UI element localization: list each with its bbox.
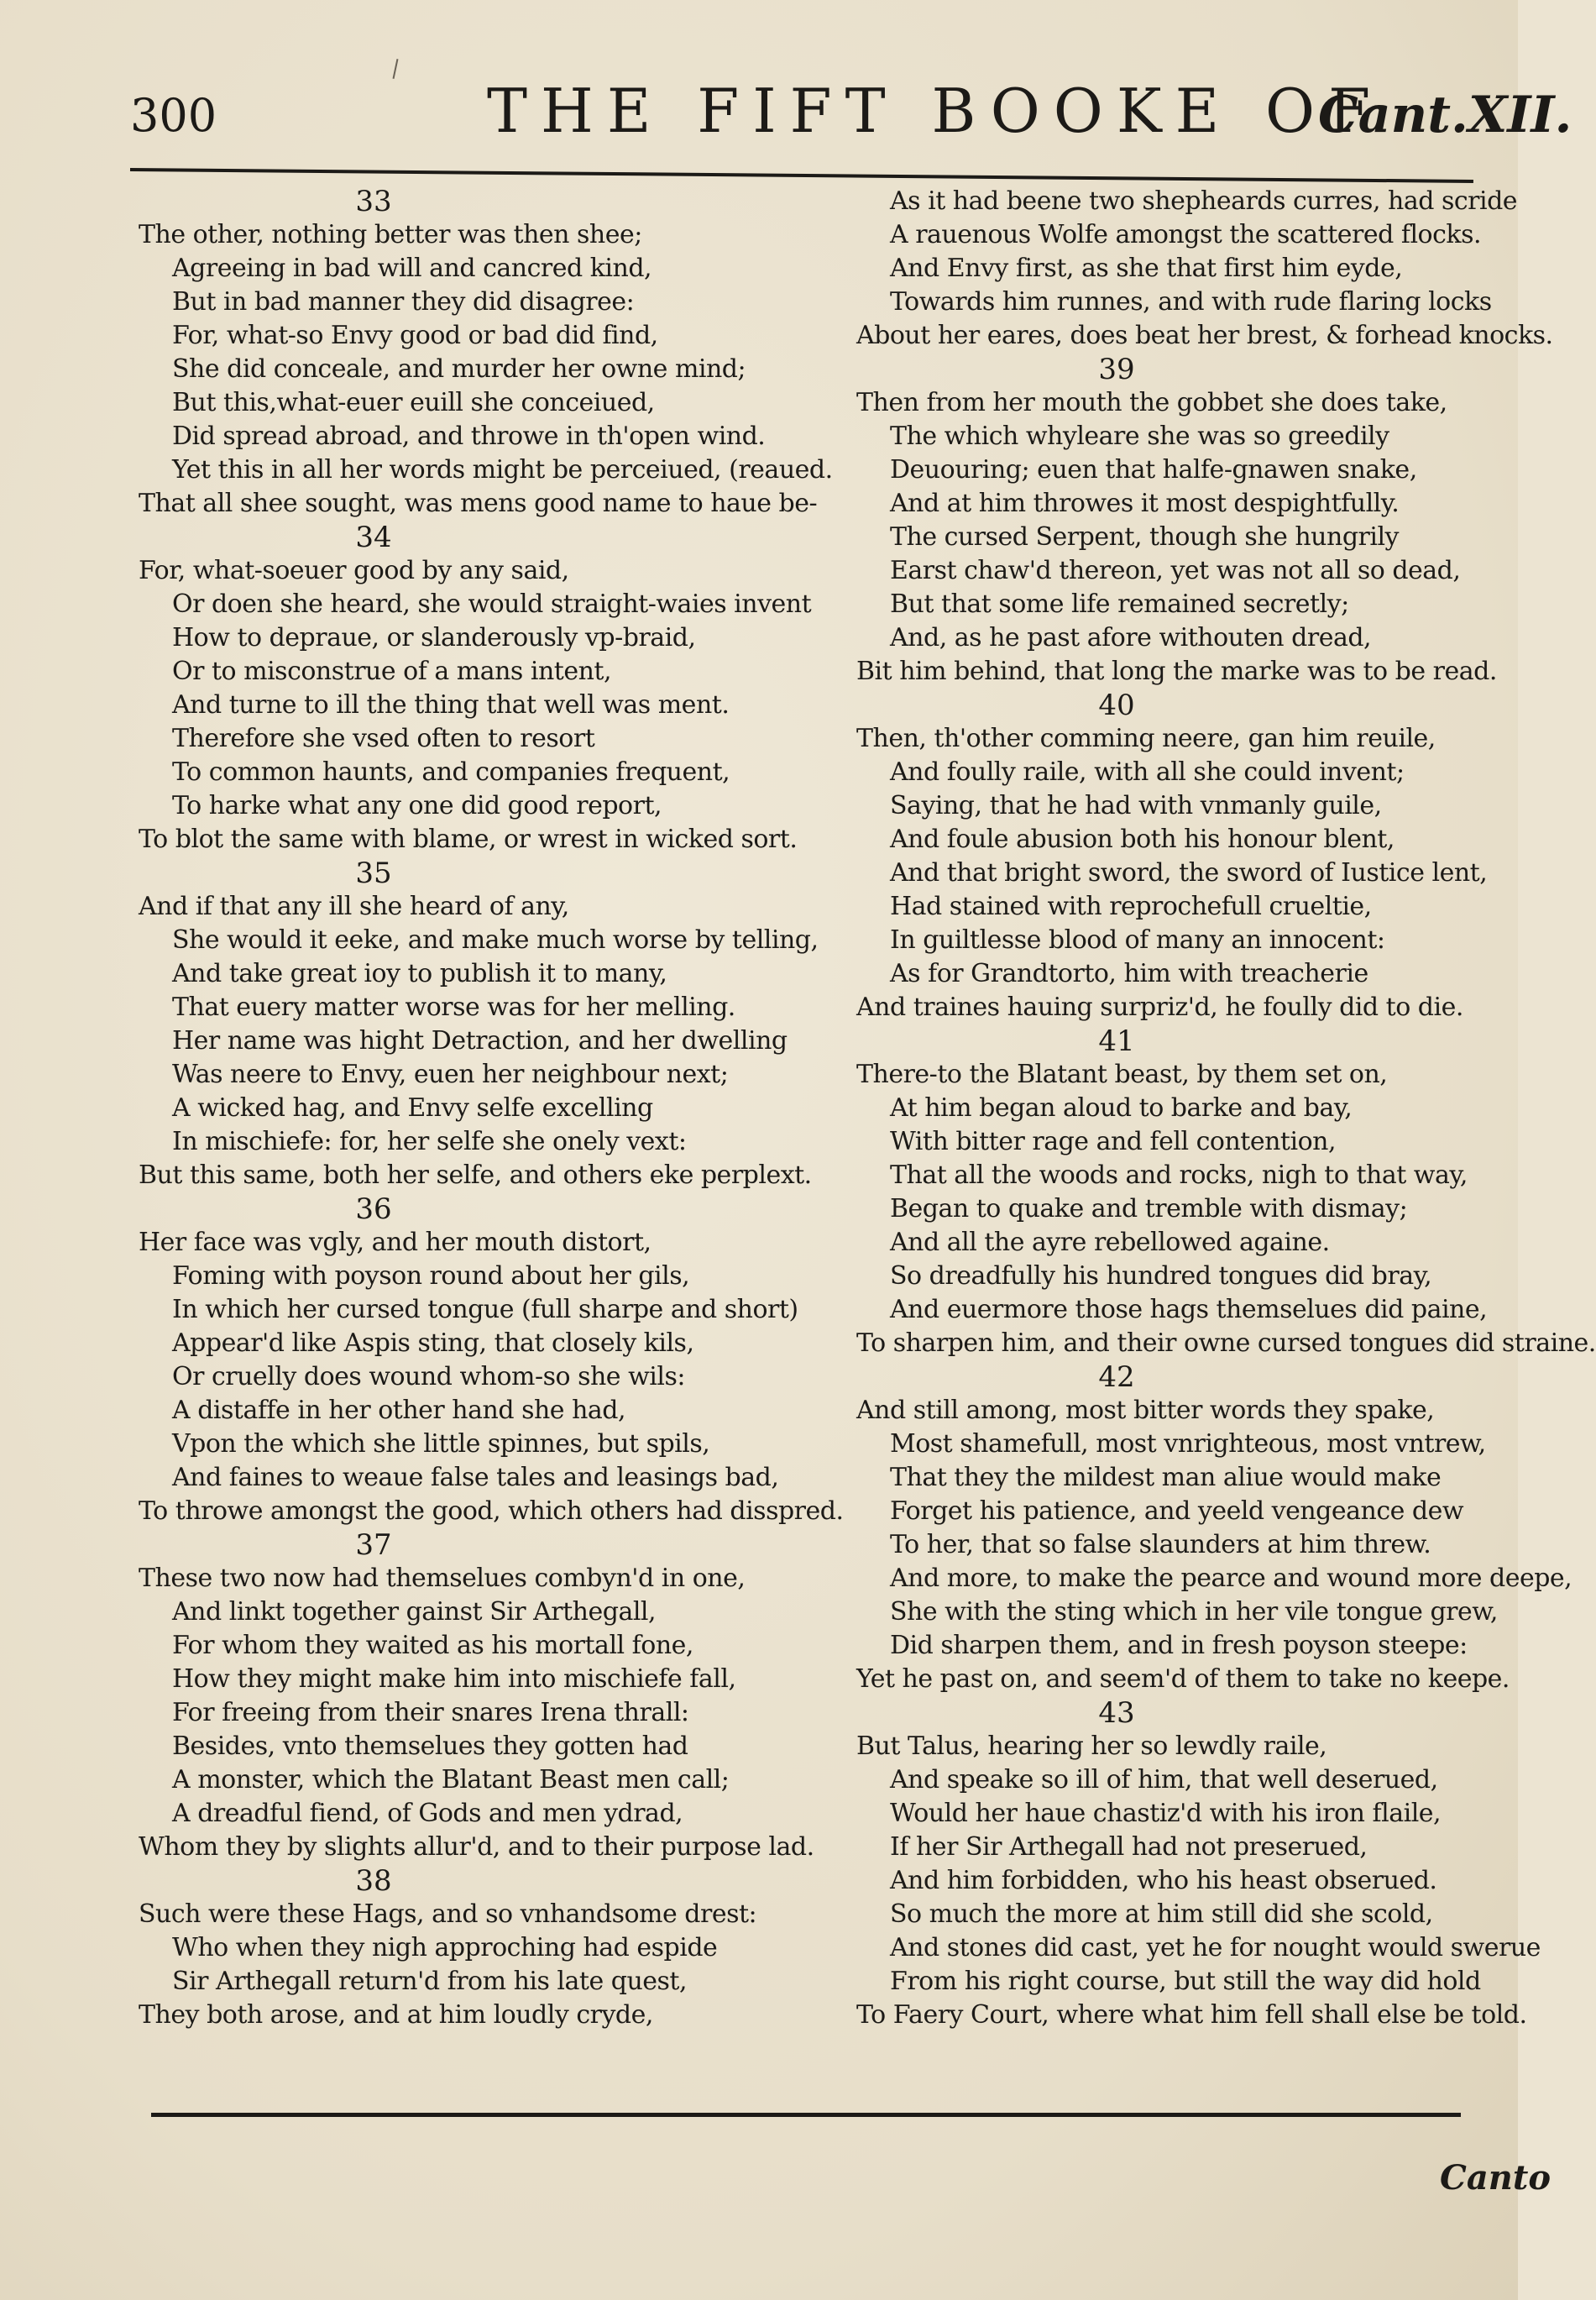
- stanza-number: 38: [355, 1864, 392, 1898]
- verse-line: As it had beene two shepheards curres, had scride: [890, 186, 1518, 216]
- verse-line: To sharpen him, and their owne cursed tongues did straine.: [856, 1328, 1596, 1358]
- verse-line: Then, th'other comming neere, gan him reuile,: [856, 724, 1436, 753]
- verse-line: And at him throwes it most despightfully.: [890, 489, 1400, 518]
- verse-line: So much the more at him still did she scold,: [890, 1899, 1433, 1929]
- verse-line: Therefore she vsed often to resort: [172, 724, 595, 753]
- verse-line: In which her cursed tongue (full sharpe and short): [172, 1295, 798, 1324]
- verse-line: As for Grandtorto, him with treacherie: [890, 959, 1368, 988]
- verse-line: They both arose, and at him loudly cryde,: [139, 2000, 653, 2030]
- verse-line: But in bad manner they did disagree:: [172, 287, 635, 317]
- stanza: [139, 1192, 844, 1528]
- left-column: [139, 185, 844, 2032]
- stanza: [139, 521, 835, 857]
- verse-line: And him forbidden, who his heast obserued.: [890, 1866, 1437, 1895]
- verse-line: Vpon the which she little spinnes, but spils,: [172, 1429, 710, 1459]
- verse-line: And that bright sword, the sword of Iustice lent,: [890, 858, 1488, 888]
- verse-line: Or doen she heard, she would straight-waies invent: [172, 589, 812, 619]
- verse-line: Who when they nigh approching had espide: [172, 1933, 718, 1962]
- verse-line: To Faery Court, where what him fell shall else be told.: [856, 2000, 1527, 2030]
- page-number: 300: [130, 89, 217, 142]
- verse-line: Foming with poyson round about her gils,: [172, 1261, 690, 1291]
- verse-line: Towards him runnes, and with rude flaring locks: [890, 287, 1492, 317]
- stanza: [139, 1528, 835, 1864]
- verse-line: That euery matter worse was for her melling.: [172, 993, 735, 1022]
- verse-line: And foully raile, with all she could invent;: [890, 757, 1405, 787]
- stanza-number: 43: [1098, 1696, 1135, 1730]
- verse-line: But this same, both her selfe, and others eke perplext.: [139, 1160, 812, 1190]
- verse-line: And speake so ill of him, that well deserued,: [890, 1765, 1438, 1794]
- verse-line: And traines hauing surpriz'd, he foully did to die.: [856, 993, 1463, 1022]
- verse-line: For, what-so Envy good or bad did find,: [172, 321, 658, 350]
- verse-line: That all shee sought, was mens good name to haue be-: [139, 489, 818, 518]
- verse-line: Would her haue chastiz'd with his iron flaile,: [890, 1799, 1442, 1828]
- verse-line: Yet he past on, and seem'd of them to take no keepe.: [856, 1664, 1510, 1694]
- verse-line: These two now had themselues combyn'd in one,: [139, 1564, 746, 1593]
- verse-line: Deuouring; euen that halfe-gnawen snake,: [890, 455, 1417, 485]
- page-header: [126, 74, 1572, 166]
- verse-line: She would it eeke, and make much worse by telling,: [172, 925, 819, 955]
- verse-line: To throwe amongst the good, which others had disspred.: [139, 1496, 844, 1526]
- stanza: [856, 1024, 1596, 1360]
- stanza-number: 35: [355, 857, 392, 890]
- verse-line: A distaffe in her other hand she had,: [172, 1396, 626, 1425]
- verse-line: Yet this in all her words might be perceiued, (reaued.: [172, 455, 833, 485]
- verse-line: A rauenous Wolfe amongst the scattered flocks.: [890, 220, 1482, 249]
- verse-line: How to depraue, or slanderously vp-braid,: [172, 623, 696, 652]
- verse-line: The other, nothing better was then shee;: [139, 220, 642, 249]
- verse-line: She with the sting which in her vile tongue grew,: [890, 1597, 1498, 1627]
- verse-line: A wicked hag, and Envy selfe excelling: [172, 1093, 653, 1123]
- verse-line: And take great ioy to publish it to many,: [172, 959, 667, 988]
- canto-label: Cant.XII.: [1318, 86, 1572, 144]
- verse-line: With bitter rage and fell contention,: [890, 1127, 1336, 1156]
- stanza-number: 40: [1098, 689, 1135, 722]
- verse-line: And all the ayre rebellowed againe.: [890, 1228, 1330, 1257]
- verse-line: Began to quake and tremble with dismay;: [890, 1194, 1408, 1223]
- stanza: [856, 689, 1488, 1024]
- verse-line: For freeing from their snares Irena thrall:: [172, 1698, 689, 1727]
- header-rule: [130, 168, 1473, 183]
- verse-line: At him began aloud to barke and bay,: [890, 1093, 1353, 1123]
- stanza-number: 41: [1098, 1024, 1135, 1058]
- verse-line: In mischiefe: for, her selfe she onely vext:: [172, 1127, 687, 1156]
- verse-line: Earst chaw'd thereon, yet was not all so dead,: [890, 556, 1461, 585]
- verse-line: Most shamefull, most vnrighteous, most vntrew,: [890, 1429, 1486, 1459]
- verse-line: And linkt together gainst Sir Arthegall,: [172, 1597, 657, 1627]
- verse-line: Did spread abroad, and throwe in th'open wind.: [172, 422, 766, 451]
- verse-line: Had stained with reprochefull crueltie,: [890, 892, 1372, 921]
- verse-line: And euermore those hags themselues did paine,: [890, 1295, 1488, 1324]
- catchword: Canto: [1440, 2158, 1551, 2198]
- running-title: THE FIFT BOOKE OF: [487, 76, 1384, 146]
- verse-line: But Talus, hearing her so lewdly raile,: [856, 1732, 1327, 1761]
- verse-line: So dreadfully his hundred tongues did bray,: [890, 1261, 1432, 1291]
- stanza: [856, 353, 1497, 689]
- verse-line: For, what-soeuer good by any said,: [139, 556, 569, 585]
- verse-line: Did sharpen them, and in fresh poyson steepe:: [890, 1631, 1468, 1660]
- stanza: [139, 857, 835, 1192]
- stanza-number: 36: [355, 1192, 392, 1226]
- verse-line: Bit him behind, that long the marke was to be read.: [856, 657, 1497, 686]
- stanza: [856, 1360, 1572, 1696]
- verse-line: Such were these Hags, and so vnhandsome drest:: [139, 1899, 757, 1929]
- verse-line: Or to misconstrue of a mans intent,: [172, 657, 611, 686]
- stanza-number: 39: [1098, 353, 1135, 386]
- right-column: [856, 185, 1596, 2032]
- verse-line: And faines to weaue false tales and leasings bad,: [172, 1463, 779, 1492]
- verse-line: There-to the Blatant beast, by them set on,: [856, 1060, 1388, 1089]
- stanza-number: 37: [355, 1528, 392, 1562]
- stanza-number: 42: [1098, 1360, 1135, 1394]
- verse-line: Then from her mouth the gobbet she does take,: [856, 388, 1447, 417]
- verse-line: Saying, that he had with vnmanly guile,: [890, 791, 1382, 820]
- verse-line: For whom they waited as his mortall fone,: [172, 1631, 693, 1660]
- verse-line: Sir Arthegall return'd from his late quest,: [172, 1967, 688, 1996]
- verse-line: Was neere to Envy, euen her neighbour next;: [172, 1060, 729, 1089]
- verse-line: About her eares, does beat her brest, & forhead knocks.: [856, 321, 1553, 350]
- verse-line: And foule abusion both his honour blent,: [890, 825, 1395, 854]
- verse-line: The cursed Serpent, though she hungrily: [890, 522, 1400, 552]
- verse-line: And turne to ill the thing that well was ment.: [172, 690, 730, 720]
- verse-line: Appear'd like Aspis sting, that closely kils,: [172, 1328, 694, 1358]
- verse-line: To harke what any one did good report,: [172, 791, 662, 820]
- verse-line: A dreadful fiend, of Gods and men ydrad,: [172, 1799, 683, 1828]
- verse-line: She did conceale, and murder her owne mind;: [172, 354, 746, 384]
- verse-line: Whom they by slights allur'd, and to their purpose lad.: [139, 1832, 814, 1862]
- stanza-number: 34: [355, 521, 392, 554]
- verse-line: That all the woods and rocks, nigh to that way,: [890, 1160, 1468, 1190]
- verse-line: Or cruelly does wound whom-so she wils:: [172, 1362, 685, 1391]
- verse-line: Agreeing in bad will and cancred kind,: [172, 254, 652, 283]
- verse-line: Besides, vnto themselues they gotten had: [172, 1732, 688, 1761]
- verse-line: A monster, which the Blatant Beast men call;: [172, 1765, 730, 1794]
- verse-line: From his right course, but still the way did hold: [890, 1967, 1481, 1996]
- stanza: [856, 185, 1553, 353]
- verse-line: And, as he past afore withouten dread,: [890, 623, 1372, 652]
- verse-line: To her, that so false slaunders at him threw.: [890, 1530, 1431, 1559]
- verse-line: And stones did cast, yet he for nought would swerue: [890, 1933, 1541, 1962]
- verse-line: To common haunts, and companies frequent,: [172, 757, 730, 787]
- verse-line: If her Sir Arthegall had not preserued,: [890, 1832, 1368, 1862]
- verse-line: And Envy first, as she that first him eyde,: [890, 254, 1403, 283]
- verse-line: The which whyleare she was so greedily: [890, 422, 1389, 451]
- verse-line: Her name was hight Detraction, and her dwelling: [172, 1026, 788, 1056]
- stanza: [139, 1864, 835, 2032]
- verse-line: But that some life remained secretly;: [890, 589, 1349, 619]
- verse-line: That they the mildest man aliue would make: [890, 1463, 1442, 1492]
- verse-line: To blot the same with blame, or wrest in wicked sort.: [139, 825, 798, 854]
- verse-line: But this,what-euer euill she conceiued,: [172, 388, 655, 417]
- stanza-number: 33: [355, 185, 392, 218]
- verse-line: In guiltlesse blood of many an innocent:: [890, 925, 1385, 955]
- stanza: [856, 1696, 1541, 2032]
- verse-line: And more, to make the pearce and wound more deepe,: [890, 1564, 1572, 1593]
- verse-line: And still among, most bitter words they spake,: [856, 1396, 1435, 1425]
- footer-rule: [151, 2113, 1461, 2117]
- verse-line: Her face was vgly, and her mouth distort,: [139, 1228, 651, 1257]
- verse-line: How they might make him into mischiefe fall,: [172, 1664, 736, 1694]
- stanza: [139, 185, 835, 521]
- verse-line: And if that any ill she heard of any,: [139, 892, 569, 921]
- verse-line: Forget his patience, and yeeld vengeance dew: [890, 1496, 1464, 1526]
